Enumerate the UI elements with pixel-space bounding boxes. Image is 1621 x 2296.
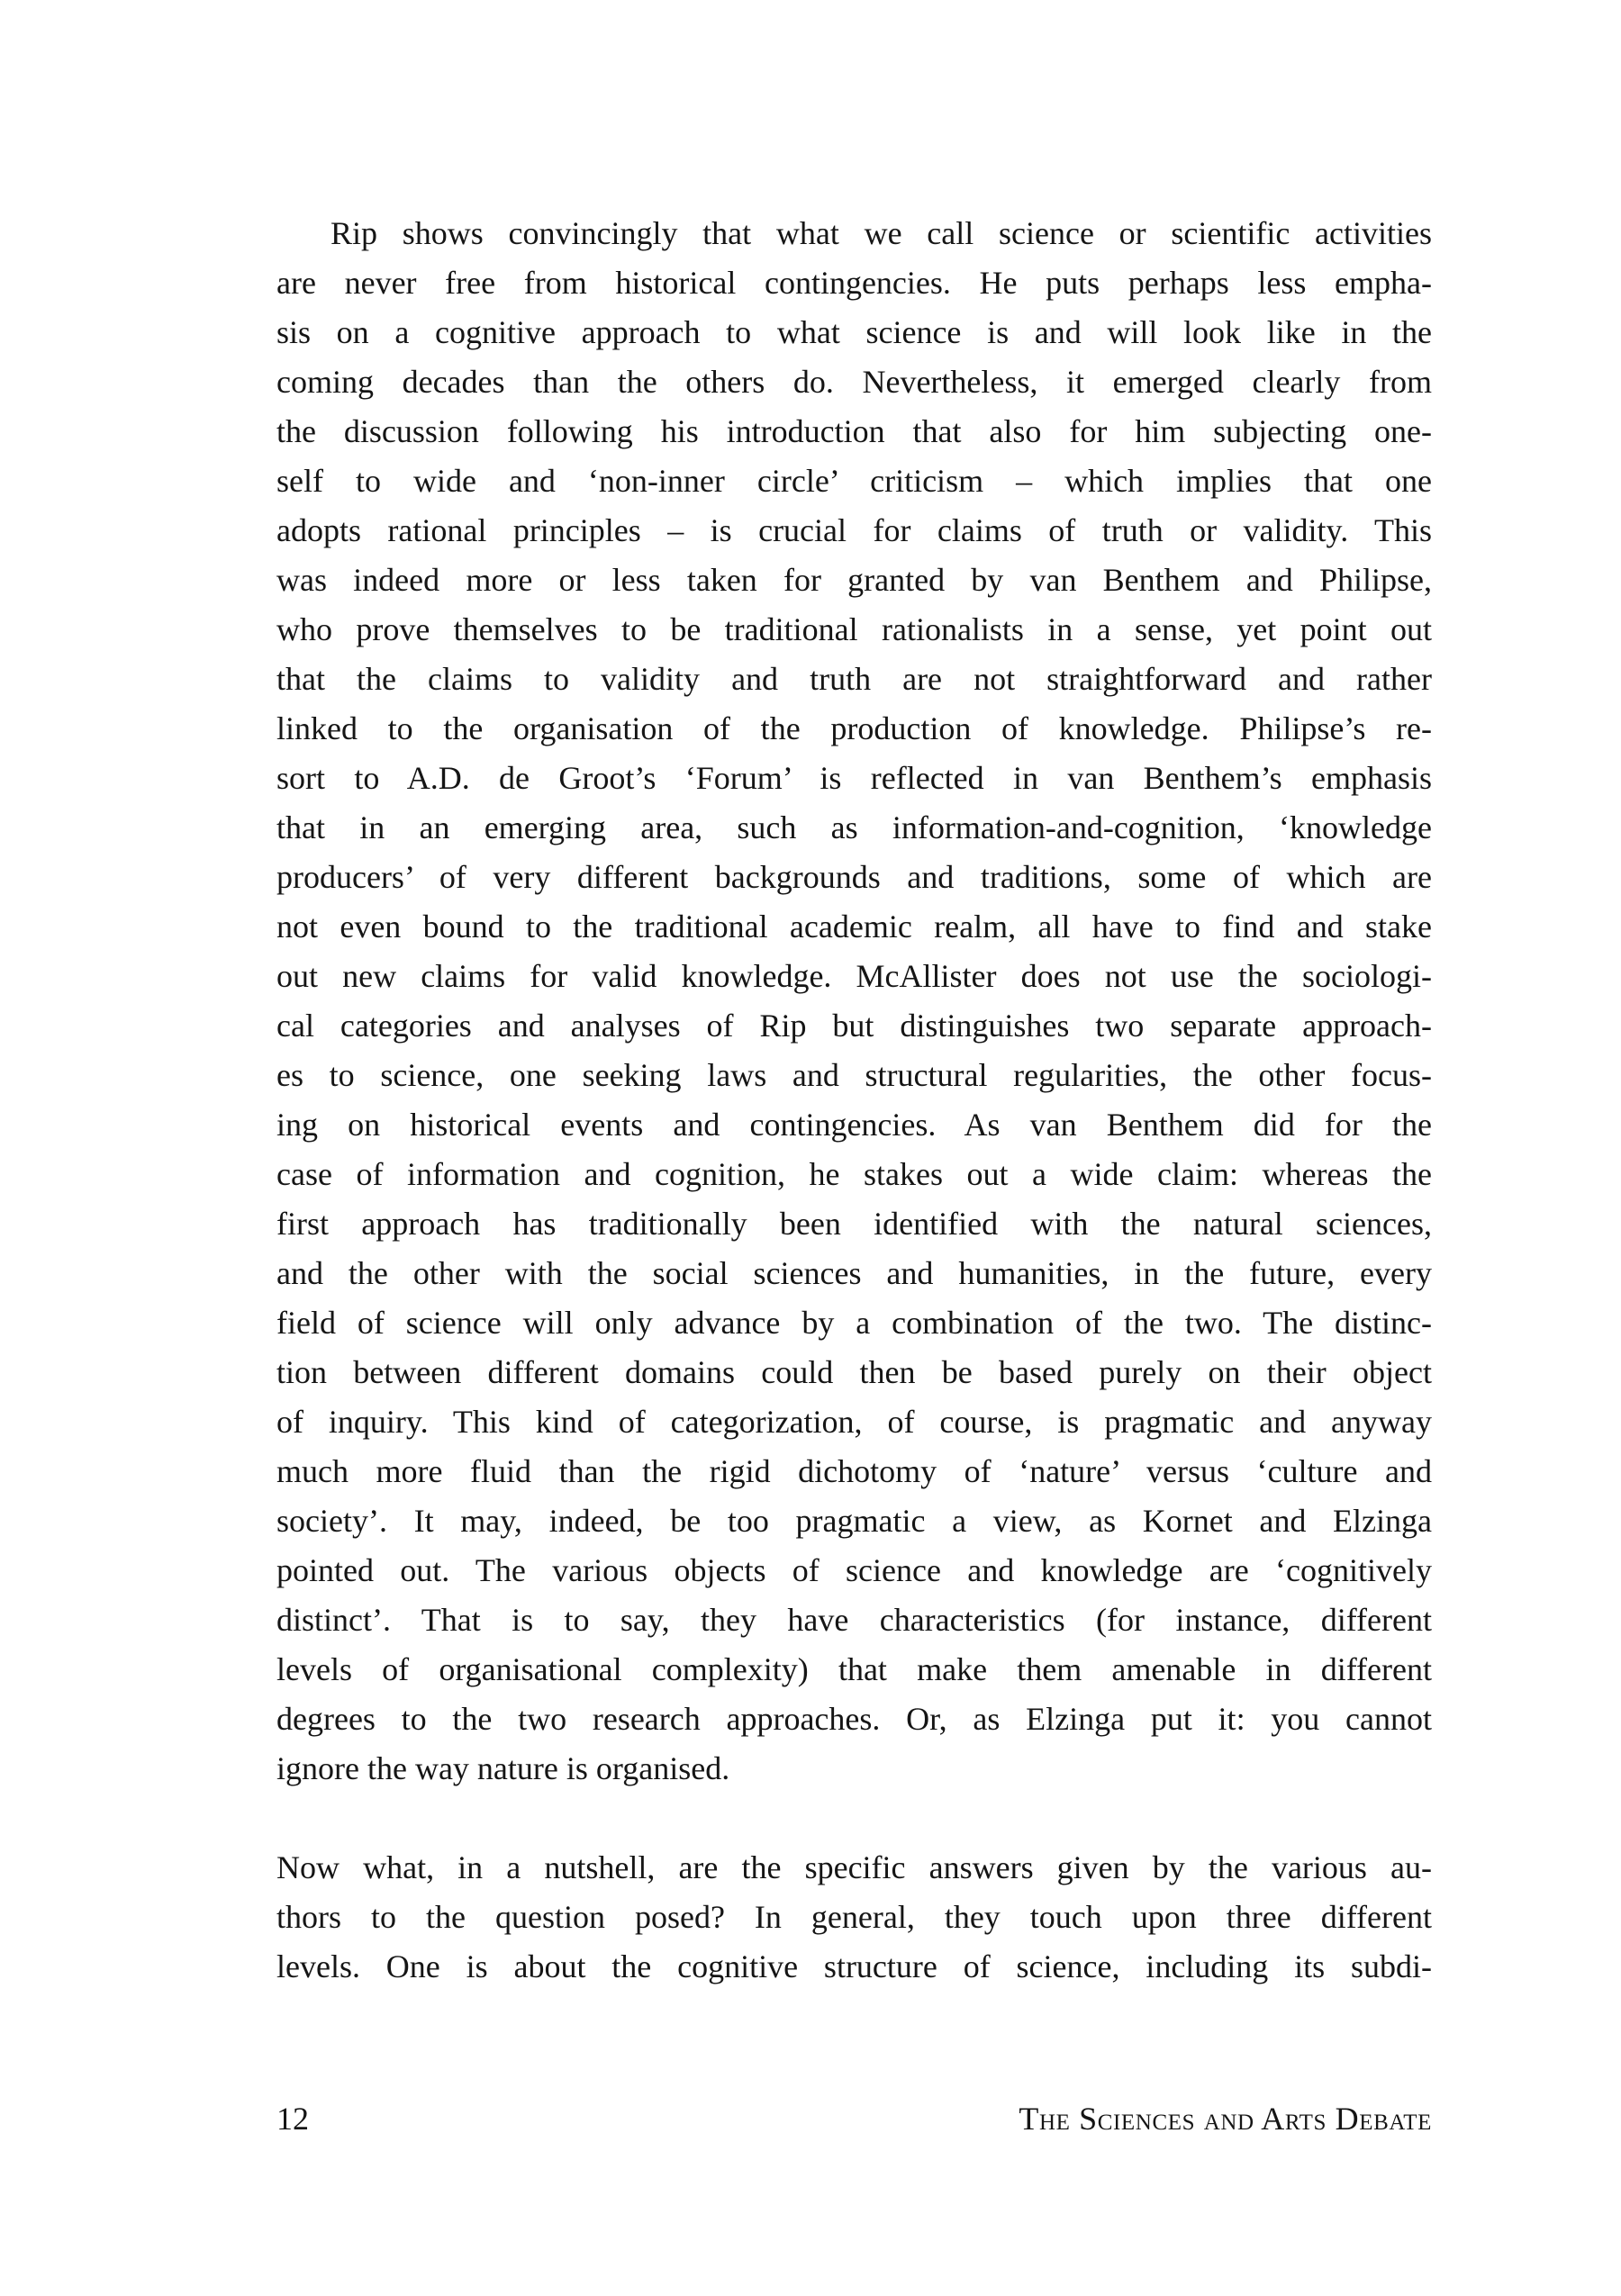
body-line: levels of organisational complexity) that make them amenable in different [276, 1651, 1432, 1687]
body-line: that in an emerging area, such as information-and-cognition, ‘knowledge [276, 809, 1432, 845]
body-line: are never free from historical contingencies. He puts perhaps less empha- [276, 265, 1432, 301]
body-line: not even bound to the traditional academic realm, all have to find and stake [276, 908, 1432, 945]
body-line: first approach has traditionally been identified with the natural sciences, [276, 1206, 1432, 1242]
body-line: much more fluid than the rigid dichotomy of ‘nature’ versus ‘culture and [276, 1453, 1432, 1489]
body-line: and the other with the social sciences and humanities, in the future, every [276, 1255, 1432, 1291]
body-line: es to science, one seeking laws and structural regularities, the other focus- [276, 1057, 1432, 1093]
body-line: case of information and cognition, he stakes out a wide claim: whereas the [276, 1156, 1432, 1192]
body-line: self to wide and ‘non-inner circle’ criticism – which implies that one [276, 463, 1432, 499]
body-line: pointed out. The various objects of science and knowledge are ‘cognitively [276, 1552, 1432, 1588]
body-line: degrees to the two research approaches. Or, as Elzinga put it: you cannot [276, 1701, 1432, 1737]
body-line: was indeed more or less taken for granted by van Benthem and Philipse, [276, 562, 1432, 598]
page-footer [276, 2101, 1432, 2137]
body-line: Now what, in a nutshell, are the specific answers given by the various au- [276, 1849, 1432, 1885]
body-line: ing on historical events and contingencies. As van Benthem did for the [276, 1107, 1432, 1143]
paragraph-2 [276, 1843, 1432, 1992]
body-line: that the claims to validity and truth are not straightforward and rather [276, 661, 1432, 697]
body-line: levels. One is about the cognitive structure of science, including its subdi- [276, 1948, 1432, 1984]
body-line: ignore the way nature is organised. [276, 1750, 730, 1786]
body-line: the discussion following his introduction that also for him subjecting one- [276, 413, 1432, 449]
body-line: of inquiry. This kind of categorization, of course, is pragmatic and anyway [276, 1404, 1432, 1440]
body-line: society’. It may, indeed, be too pragmatic a view, as Kornet and Elzinga [276, 1503, 1432, 1539]
body-line: out new claims for valid knowledge. McAllister does not use the sociologi- [276, 958, 1432, 994]
body-text [276, 209, 1432, 1992]
body-line: tion between different domains could then be based purely on their object [276, 1354, 1432, 1390]
body-line: coming decades than the others do. Nevertheless, it emerged clearly from [276, 364, 1432, 400]
body-line: thors to the question posed? In general, they touch upon three different [276, 1899, 1432, 1935]
body-line: producers’ of very different backgrounds and traditions, some of which are [276, 859, 1432, 895]
paragraph-1 [276, 209, 1432, 1794]
body-line: field of science will only advance by a combination of the two. The distinc- [276, 1305, 1432, 1341]
running-title: The Sciences and Arts Debate [1019, 2101, 1432, 2137]
body-line: cal categories and analyses of Rip but distinguishes two separate approach- [276, 1008, 1432, 1044]
body-line: sort to A.D. de Groot’s ‘Forum’ is reflected in van Benthem’s emphasis [276, 760, 1432, 796]
body-line: Rip shows convincingly that what we call science or scientific activities [331, 215, 1432, 251]
page-number: 12 [276, 2101, 309, 2137]
body-line: distinct’. That is to say, they have characteristics (for instance, different [276, 1602, 1432, 1638]
body-line: linked to the organisation of the production of knowledge. Philipse’s re- [276, 710, 1432, 746]
body-line: adopts rational principles – is crucial for claims of truth or validity. This [276, 512, 1432, 548]
body-line: who prove themselves to be traditional rationalists in a sense, yet point out [276, 611, 1432, 647]
body-line: sis on a cognitive approach to what science is and will look like in the [276, 314, 1432, 350]
